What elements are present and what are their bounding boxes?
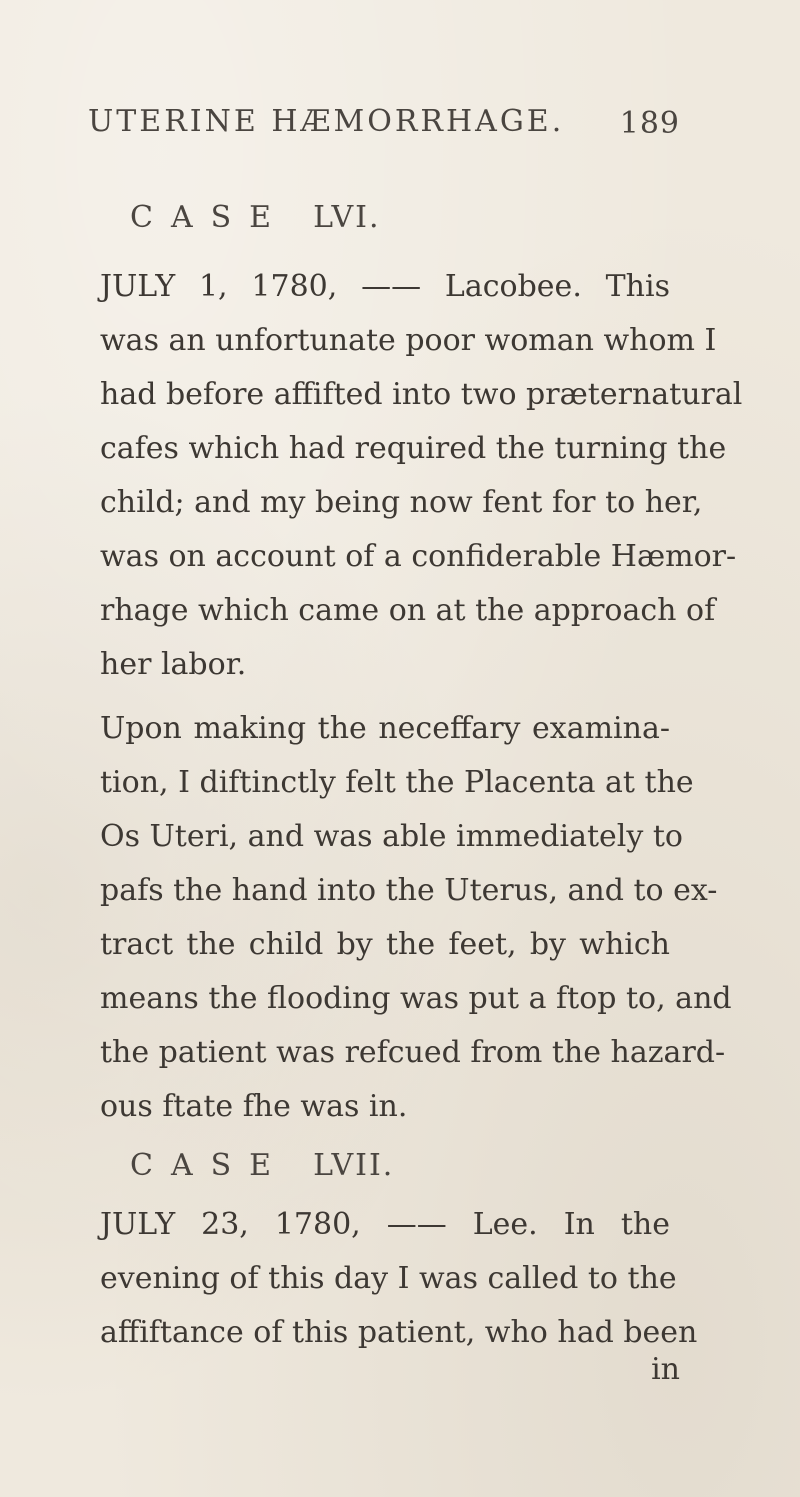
text-line: her labor. [100, 647, 247, 682]
text-line: means the flooding was put a ftop to, and [100, 981, 732, 1016]
text-line: rhage which came on at the approach of [100, 593, 716, 628]
text-line: pafs the hand into the Uterus, and to ex- [100, 873, 718, 908]
text-line: JULY 23, 1780, —— Lee. In the [100, 1207, 670, 1242]
text-line: cafes which had required the turning the [100, 431, 727, 466]
case-lvi-paragraph-1 [100, 260, 743, 692]
text-line: the patient was refcued from the hazard- [100, 1035, 726, 1070]
page-number: 189 [619, 106, 680, 141]
case-lvii-paragraph-1 [100, 1198, 698, 1360]
text-line: was an unfortunate poor woman whom I [100, 323, 717, 358]
page-header [88, 98, 680, 158]
case-heading-word: CASE [130, 200, 290, 235]
text-line: child; and my being now fent for to her, [100, 485, 703, 520]
text-line: evening of this day I was called to the [100, 1261, 677, 1296]
case-heading-word: CASE [130, 1148, 290, 1183]
text-line: Upon making the neceffary examina- [100, 711, 670, 746]
text-line: JULY 1, 1780, —— Lacobee. This [100, 269, 670, 304]
text-line: Os Uteri, and was able immediately to [100, 819, 683, 854]
text-line: affiftance of this patient, who had been [100, 1315, 698, 1350]
case-heading-numeral: LVI. [313, 200, 381, 235]
text-line: was on account of a confiderable Hæmor- [100, 539, 737, 574]
text-line: ous ftate fhe was in. [100, 1089, 408, 1124]
case-heading-lvi [130, 200, 381, 235]
text-line: tion, I diftinctly felt the Placenta at the [100, 765, 694, 800]
case-lvi-paragraph-2 [100, 702, 732, 1134]
text-line: tract the child by the feet, by which [100, 927, 670, 962]
case-heading-numeral: LVII. [313, 1148, 395, 1183]
catchword: in [651, 1352, 680, 1387]
case-heading-lvii [130, 1148, 394, 1183]
text-line: had before affifted into two præternatural [100, 377, 743, 412]
running-title: UTERINE HÆMORRHAGE. [88, 104, 565, 139]
